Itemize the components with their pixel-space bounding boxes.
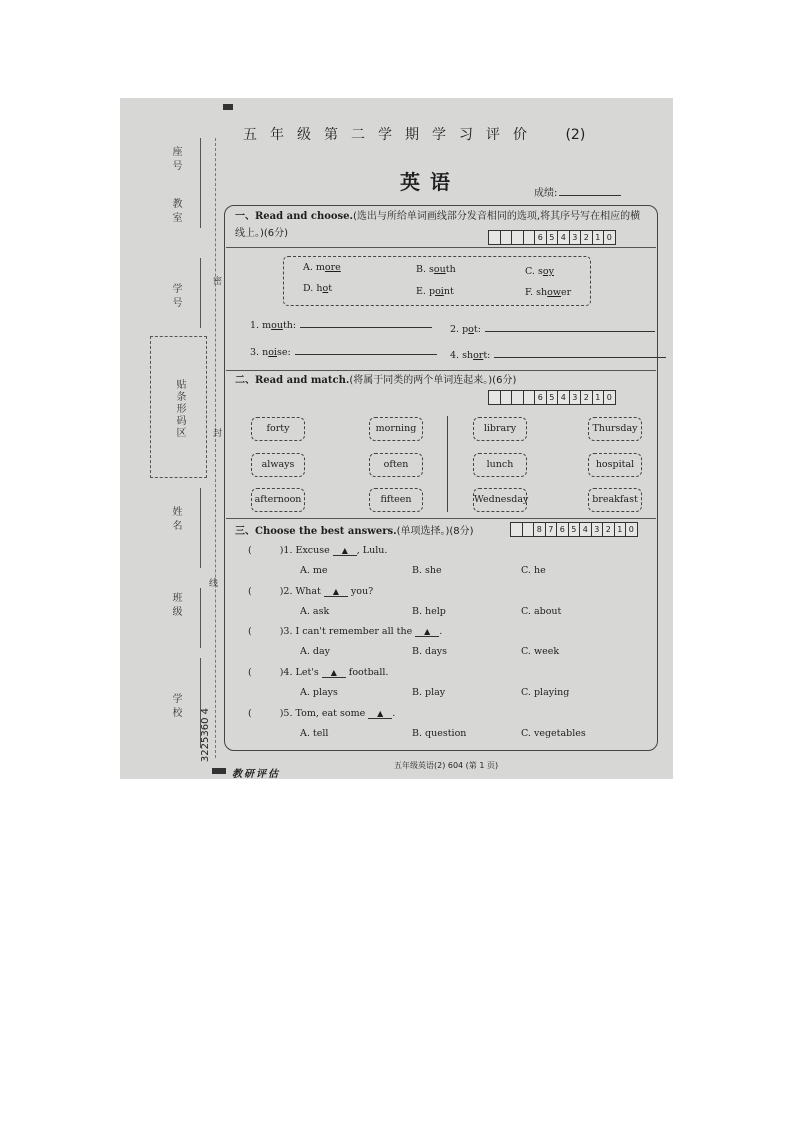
answer-paren[interactable]: ( bbox=[248, 545, 252, 556]
score-field bbox=[534, 184, 621, 199]
question-number: )1. bbox=[279, 545, 296, 556]
phonics-question-3 bbox=[250, 347, 437, 358]
cut-line bbox=[215, 138, 216, 758]
student-id-label: 学号 bbox=[170, 283, 181, 311]
question-text: . bbox=[392, 708, 396, 719]
field-line bbox=[200, 258, 201, 328]
phonics-question-2 bbox=[450, 324, 655, 335]
question-number: )4. bbox=[279, 667, 296, 678]
choice-c[interactable]: C. week bbox=[521, 646, 560, 657]
score-cell[interactable]: 2 bbox=[580, 391, 592, 404]
score-cell[interactable]: 4 bbox=[579, 523, 591, 536]
option-underlined-part: oi bbox=[435, 286, 444, 297]
section2-score-grid bbox=[488, 390, 616, 405]
score-cell[interactable] bbox=[500, 391, 512, 404]
choice-c[interactable]: C. about bbox=[521, 606, 562, 617]
barcode-number: 3225360 4 bbox=[200, 708, 211, 763]
score-label: 成绩: bbox=[534, 188, 558, 199]
score-cell[interactable]: 0 bbox=[603, 391, 615, 404]
match-word[interactable]: hospital bbox=[588, 453, 642, 477]
divider bbox=[226, 518, 656, 519]
score-cell[interactable]: 1 bbox=[592, 231, 604, 244]
exam-number: (2) bbox=[565, 127, 586, 143]
option-word-part: s bbox=[429, 264, 434, 275]
score-cell[interactable] bbox=[489, 391, 500, 404]
option-underlined-part: ore bbox=[324, 262, 341, 273]
answer-line[interactable] bbox=[300, 327, 432, 328]
match-word[interactable]: Thursday bbox=[588, 417, 642, 441]
score-cell[interactable]: 1 bbox=[592, 391, 604, 404]
option-5 bbox=[416, 286, 454, 297]
footer-brand: 教研评估 bbox=[232, 769, 280, 779]
score-cell[interactable] bbox=[489, 231, 500, 244]
exam-title bbox=[243, 124, 585, 144]
mcq-question-2 bbox=[248, 586, 373, 597]
score-cell[interactable]: 3 bbox=[569, 231, 581, 244]
choice-a[interactable]: A. ask bbox=[300, 606, 330, 617]
score-cell[interactable]: 4 bbox=[557, 231, 569, 244]
match-word[interactable]: fifteen bbox=[369, 488, 423, 512]
section3-score-grid bbox=[510, 522, 638, 537]
exam-title-text: 五年级第二学期学习评价 bbox=[243, 127, 540, 143]
section2-title: 二、Read and match. bbox=[235, 375, 350, 386]
match-word[interactable]: breakfast bbox=[588, 488, 642, 512]
question-number: )3. bbox=[279, 626, 296, 637]
option-3 bbox=[525, 266, 554, 277]
option-2 bbox=[416, 264, 456, 275]
question-text: you? bbox=[347, 586, 374, 597]
blank-marker: ▲ bbox=[322, 668, 346, 678]
section3-title: 三、Choose the best answers. bbox=[235, 526, 397, 537]
question-text: Tom, eat some bbox=[295, 708, 369, 719]
option-word-part: th bbox=[445, 264, 456, 275]
choice-b[interactable]: B. play bbox=[412, 687, 446, 698]
match-word[interactable]: often bbox=[369, 453, 423, 477]
section1-title: 一、Read and choose. bbox=[235, 211, 354, 222]
classroom-label: 教室 bbox=[170, 198, 181, 226]
score-cell[interactable]: 5 bbox=[546, 231, 558, 244]
question-word-part: 4. sh bbox=[450, 350, 474, 361]
score-cell[interactable] bbox=[523, 231, 535, 244]
match-word[interactable]: forty bbox=[251, 417, 305, 441]
score-cell[interactable] bbox=[500, 231, 512, 244]
phonics-question-4 bbox=[450, 350, 666, 361]
option-letter: F. bbox=[525, 287, 537, 298]
match-word[interactable]: library bbox=[473, 417, 527, 441]
section1-instruction: (选出与所给单词画线部分发音相同的选项,将其序号写在相应的横线上。)(6分) bbox=[235, 211, 641, 239]
score-cell[interactable]: 3 bbox=[591, 523, 603, 536]
score-cell[interactable]: 2 bbox=[580, 231, 592, 244]
match-divider bbox=[447, 416, 448, 512]
question-text: . bbox=[439, 626, 443, 637]
exam-page-photo bbox=[120, 98, 673, 779]
seal-mark: 密 bbox=[211, 276, 221, 289]
section1-score-grid bbox=[488, 230, 616, 245]
divider bbox=[226, 247, 656, 248]
option-letter: C. bbox=[525, 266, 538, 277]
barcode-area-label: 贴条形码区 bbox=[174, 379, 185, 439]
option-word-part: nt bbox=[443, 286, 454, 297]
choice-b[interactable]: B. days bbox=[412, 646, 448, 657]
answer-paren[interactable]: ( bbox=[248, 708, 252, 719]
choice-a[interactable]: A. tell bbox=[300, 728, 329, 739]
answer-paren[interactable]: ( bbox=[248, 626, 252, 637]
option-word-part: t bbox=[328, 283, 333, 294]
option-4 bbox=[303, 283, 332, 294]
question-word-part: th: bbox=[282, 320, 297, 331]
mcq-question-3 bbox=[248, 626, 442, 637]
choice-c[interactable]: C. he bbox=[521, 565, 546, 576]
option-underlined-part: o bbox=[322, 283, 329, 294]
blank-marker: ▲ bbox=[324, 587, 348, 597]
score-cell[interactable] bbox=[511, 523, 522, 536]
choice-a[interactable]: A. day bbox=[300, 646, 331, 657]
choice-b[interactable]: B. she bbox=[412, 565, 442, 576]
mcq-question-1 bbox=[248, 545, 387, 556]
score-line bbox=[559, 195, 621, 196]
seal-mark: 线 bbox=[207, 578, 217, 591]
answer-paren[interactable]: ( bbox=[248, 586, 252, 597]
score-cell[interactable]: 1 bbox=[614, 523, 626, 536]
question-number: )2. bbox=[279, 586, 296, 597]
question-word-part: 1. m bbox=[250, 320, 272, 331]
option-word-part: m bbox=[315, 262, 325, 273]
question-text: , Lulu. bbox=[356, 545, 388, 556]
score-cell[interactable]: 4 bbox=[557, 391, 569, 404]
option-underlined-part: ou bbox=[433, 264, 446, 275]
section3-instruction: (单项选择。)(8分) bbox=[396, 526, 474, 537]
blank-marker: ▲ bbox=[333, 546, 357, 556]
question-underlined-part: oi bbox=[268, 347, 277, 358]
question-underlined-part: or bbox=[473, 350, 484, 361]
seat-number-label: 座号 bbox=[170, 146, 181, 174]
score-cell[interactable]: 6 bbox=[556, 523, 568, 536]
option-word-part: er bbox=[561, 287, 572, 298]
name-label: 姓名 bbox=[170, 506, 181, 534]
score-cell[interactable]: 2 bbox=[602, 523, 614, 536]
school-label: 学校 bbox=[170, 693, 181, 721]
option-underlined-part: oy bbox=[542, 266, 554, 277]
field-line bbox=[200, 138, 201, 228]
class-label: 班级 bbox=[170, 592, 181, 620]
match-word[interactable]: morning bbox=[369, 417, 423, 441]
option-letter: E. bbox=[416, 286, 429, 297]
score-cell[interactable]: 0 bbox=[603, 231, 615, 244]
option-letter: A. bbox=[303, 262, 316, 273]
option-letter: D. bbox=[303, 283, 317, 294]
choice-a[interactable]: A. me bbox=[300, 565, 328, 576]
mcq-question-4 bbox=[248, 667, 388, 678]
mcq-question-5 bbox=[248, 708, 395, 719]
choice-b[interactable]: B. help bbox=[412, 606, 446, 617]
section2-instruction: (将属于同类的两个单词连起来。)(6分) bbox=[349, 375, 517, 386]
score-cell[interactable] bbox=[511, 391, 523, 404]
score-cell[interactable]: 6 bbox=[534, 231, 546, 244]
subject-title: 英语 bbox=[400, 170, 460, 194]
section3-heading bbox=[235, 522, 474, 537]
answer-line[interactable] bbox=[295, 354, 437, 355]
question-word-part: 3. n bbox=[250, 347, 269, 358]
section2-heading bbox=[235, 371, 516, 386]
corner-marker bbox=[223, 104, 233, 110]
question-number: )5. bbox=[279, 708, 296, 719]
option-underlined-part: ow bbox=[547, 287, 562, 298]
score-cell[interactable]: 6 bbox=[534, 391, 546, 404]
score-cell[interactable]: 0 bbox=[625, 523, 637, 536]
blank-marker: ▲ bbox=[415, 627, 439, 637]
question-underlined-part: ou bbox=[271, 320, 283, 331]
choice-a[interactable]: A. plays bbox=[300, 687, 338, 698]
score-cell[interactable] bbox=[523, 391, 535, 404]
answer-paren[interactable]: ( bbox=[248, 667, 252, 678]
choice-c[interactable]: C. playing bbox=[521, 687, 570, 698]
question-word-part: 2. p bbox=[450, 324, 469, 335]
match-word[interactable]: Wednesday bbox=[473, 488, 527, 512]
score-cell[interactable]: 3 bbox=[569, 391, 581, 404]
blank-marker: ▲ bbox=[368, 709, 392, 719]
question-underlined-part: o bbox=[468, 324, 474, 335]
match-word[interactable]: always bbox=[251, 453, 305, 477]
field-line bbox=[200, 488, 201, 568]
match-word[interactable]: afternoon bbox=[251, 488, 305, 512]
footer-bar bbox=[212, 768, 226, 774]
question-text: What bbox=[295, 586, 324, 597]
field-line bbox=[200, 588, 201, 648]
choice-c[interactable]: C. vegetables bbox=[521, 728, 586, 739]
phonics-question-1 bbox=[250, 320, 432, 331]
question-word-part: se: bbox=[276, 347, 291, 358]
score-cell[interactable]: 8 bbox=[533, 523, 545, 536]
score-cell[interactable] bbox=[522, 523, 534, 536]
question-text: I can't remember all the bbox=[295, 626, 416, 637]
answer-line[interactable] bbox=[494, 357, 666, 358]
question-text: football. bbox=[345, 667, 389, 678]
match-word[interactable]: lunch bbox=[473, 453, 527, 477]
score-cell[interactable]: 5 bbox=[546, 391, 558, 404]
question-text: Excuse bbox=[295, 545, 333, 556]
option-1 bbox=[303, 262, 341, 273]
barcode-area bbox=[150, 336, 207, 478]
option-letter: B. bbox=[416, 264, 430, 275]
option-6 bbox=[525, 287, 571, 298]
question-text: Let's bbox=[295, 667, 322, 678]
option-word-part: sh bbox=[536, 287, 548, 298]
score-cell[interactable]: 5 bbox=[568, 523, 580, 536]
choice-b[interactable]: B. question bbox=[412, 728, 467, 739]
answer-line[interactable] bbox=[485, 331, 655, 332]
question-word-part: t: bbox=[483, 350, 491, 361]
option-word-part: p bbox=[428, 286, 436, 297]
option-word-part: s bbox=[537, 266, 543, 277]
footer-page-info: 五年级英语(2) 604 (第 1 页) bbox=[394, 761, 499, 770]
seal-mark: 封 bbox=[211, 428, 221, 441]
score-cell[interactable] bbox=[511, 231, 523, 244]
score-cell[interactable]: 7 bbox=[545, 523, 557, 536]
question-word-part: t: bbox=[473, 324, 481, 335]
option-word-part: h bbox=[316, 283, 323, 294]
